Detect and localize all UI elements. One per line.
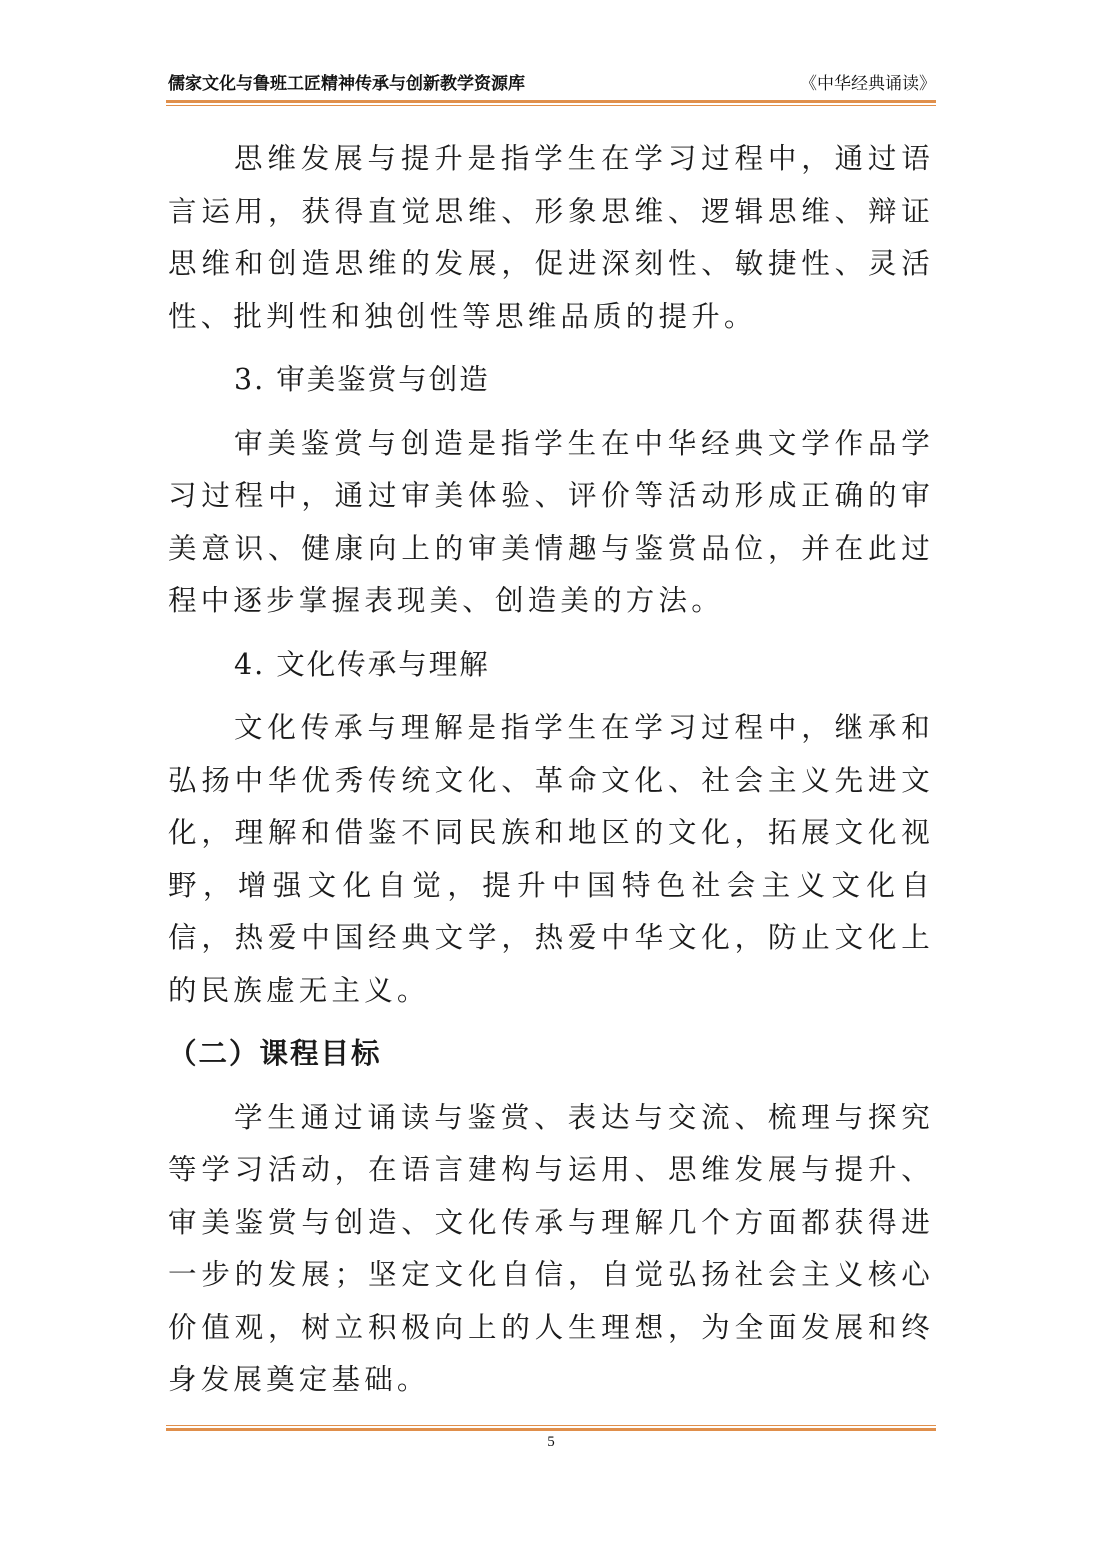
page-number: 5 [547, 1434, 555, 1450]
subheading-culture: 4. 文化传承与理解 [234, 647, 490, 681]
paragraph-thinking-development: 思维发展与提升是指学生在学习过程中，通过语言运用，获得直觉思维、形象思维、逻辑思维、辩证思维和创造思维的发展，促进深刻性、敏捷性、灵活性、批判性和独创性等思维品质的提升。 [168, 142, 934, 333]
header-title: 儒家文化与鲁班工匠精神传承与创新教学资源库 [168, 74, 525, 94]
page-body [168, 133, 934, 1407]
paragraph-course-goals: 学生通过诵读与鉴赏、表达与交流、梳理与探究等学习活动，在语言建构与运用、思维发展与提升、审美鉴赏与创造、文化传承与理解几个方面都获得进一步的发展；坚定文化自信，自觉弘扬社会主义核心价值观，树立积极向上的人生理想，为全面发展和终身发展奠定基础。 [168, 1100, 934, 1396]
paragraph-aesthetic: 审美鉴赏与创造是指学生在中华经典文学作品学习过程中，通过审美体验、评价等活动形成正确的审美意识、健康向上的审美情趣与鉴赏品位，并在此过程中逐步掌握表现美、创造美的方法。 [168, 426, 934, 617]
section-heading-course-goals: （二）课程目标 [168, 1037, 382, 1070]
paragraph-culture: 文化传承与理解是指学生在学习过程中，继承和弘扬中华优秀传统文化、革命文化、社会主义先进文化，理解和借鉴不同民族和地区的文化，拓展文化视野，增强文化自觉，提升中国特色社会主义文化自信，热爱中国经典文学，热爱中华文化，防止文化上的民族虚无主义。 [168, 711, 934, 1007]
footer-rule [166, 1425, 936, 1431]
header-book-title: 《中华经典诵读》 [800, 74, 936, 94]
subheading-aesthetic: 3. 审美鉴赏与创造 [234, 363, 490, 396]
header-rule [166, 100, 936, 106]
